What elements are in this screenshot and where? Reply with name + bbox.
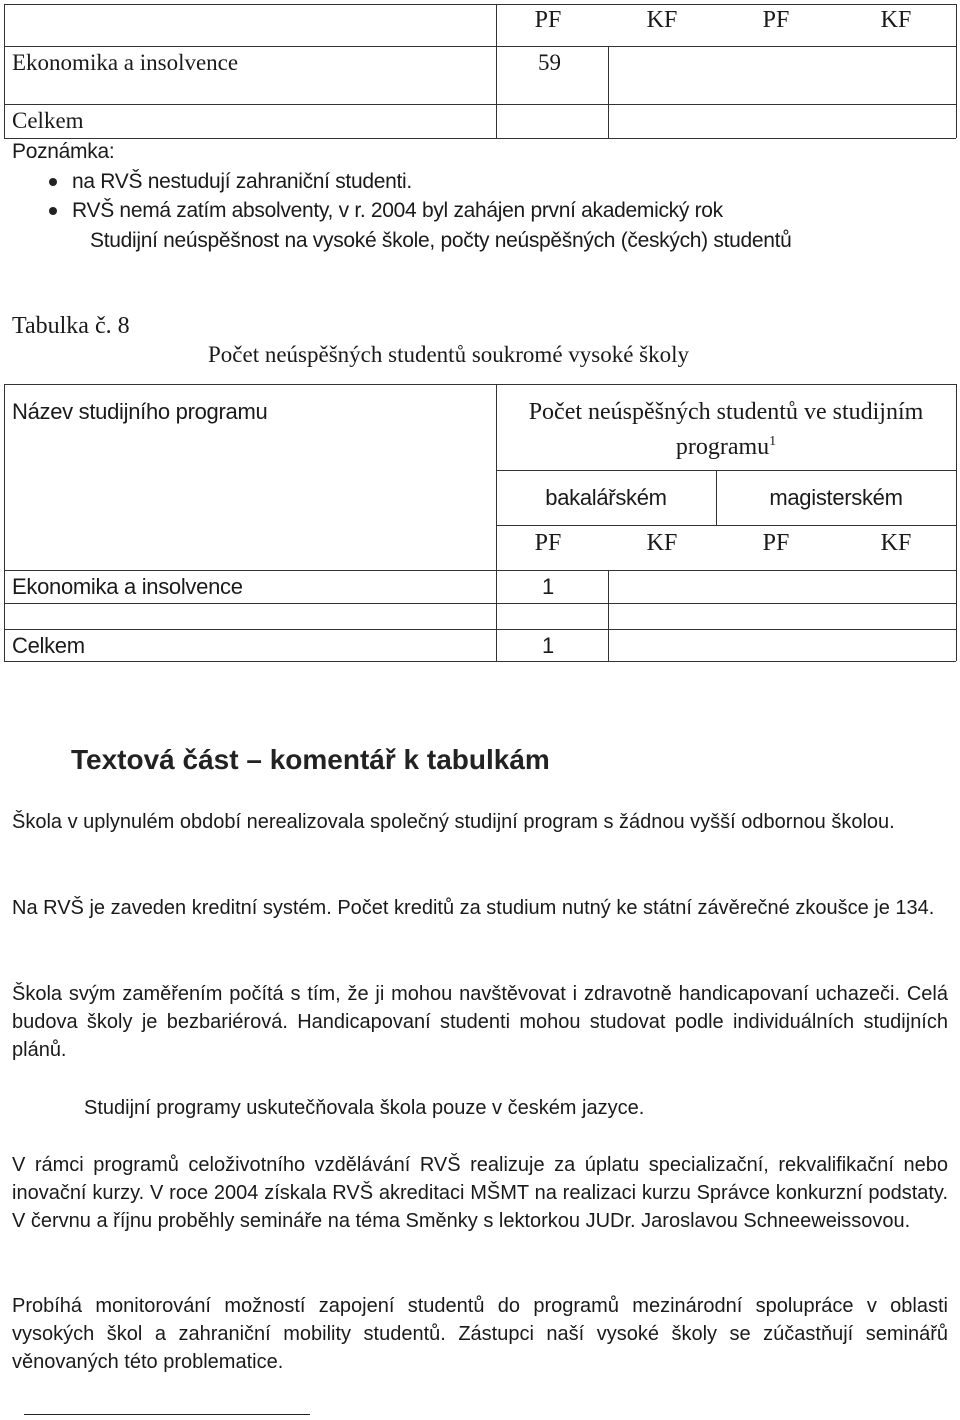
row-name: Ekonomika a insolvence	[12, 50, 239, 75]
table-border	[608, 570, 609, 661]
paragraph: Škola v uplynulém období nerealizovala společný studijní program s žádnou vyšší odbornou školou.	[12, 811, 895, 833]
section-heading: Textová část – komentář k tabulkám	[71, 744, 550, 775]
table-border	[4, 138, 956, 139]
col-header-pf: PF	[762, 530, 790, 556]
row-name: Ekonomika a insolvence	[12, 574, 243, 599]
group-header-text: programu	[675, 434, 770, 460]
table-border	[4, 4, 5, 138]
group-header-line2	[496, 428, 956, 461]
group-header: Počet neúspěšných studentů ve studijním	[528, 399, 924, 425]
footnote-separator	[24, 1414, 310, 1415]
table-border	[4, 104, 956, 105]
footnote-ref: 1	[769, 434, 777, 449]
row-value: 1	[542, 633, 554, 658]
table-border	[4, 661, 956, 662]
row-value: 1	[542, 574, 554, 599]
table-border	[4, 629, 956, 630]
row-name: Celkem	[12, 633, 85, 658]
col-header-pf: PF	[534, 7, 562, 33]
row-name: Celkem	[12, 108, 84, 133]
col-header-kf: KF	[646, 530, 678, 556]
col-header-kf: KF	[880, 530, 912, 556]
col-header-kf: KF	[880, 7, 912, 33]
table-title: Počet neúspěšných studentů soukromé vysoké školy	[208, 342, 690, 367]
bullet-icon	[49, 207, 57, 215]
row-value: 59	[538, 50, 561, 75]
table-border	[4, 46, 956, 47]
table-border	[4, 603, 956, 604]
note-subtitle: Studijní neúspěšnost na vysoké škole, počty neúspěšných (českých) studentů	[90, 229, 792, 252]
table-border	[4, 4, 956, 5]
table-border	[956, 4, 957, 138]
table-border	[4, 384, 956, 385]
col-header-pf: PF	[534, 530, 562, 556]
note-label: Poznámka:	[12, 140, 115, 163]
bullet-icon	[49, 178, 57, 186]
table-border	[496, 4, 497, 138]
table-label: Tabulka č. 8	[12, 313, 130, 339]
table-border	[496, 470, 956, 471]
note-item: RVŠ nemá zatím absolventy, v r. 2004 byl zahájen první akademický rok	[72, 199, 723, 222]
paragraph: Probíhá monitorování možností zapojení studentů do programů mezinárodní spolupráce v oblasti vysokých škol a zahraniční mobility studentů. Zástupci naší vysoké školy se zúčastňují seminářů věnovaných této problematice.	[12, 1295, 948, 1373]
paragraph: Škola svým zaměřením počítá s tím, že ji mohou navštěvovat i zdravotně handicapovaní uchazeči. Celá budova školy je bezbariérová. Handicapovaní studenti mohou studovat podle individuálních studijních plánů.	[12, 983, 948, 1061]
table-border	[956, 384, 957, 661]
paragraph: Studijní programy uskutečňovala škola pouze v českém jazyce.	[84, 1097, 645, 1119]
sub-header-bachelor: bakalářském	[545, 485, 667, 510]
table-border	[4, 384, 5, 661]
col-header-pf: PF	[762, 7, 790, 33]
paragraph: Na RVŠ je zaveden kreditní systém. Počet kreditů za studium nutný ke státní závěrečné zkoušce je 134.	[12, 897, 935, 919]
col-name-header: Název studijního programu	[12, 399, 268, 424]
sub-header-master: magisterském	[769, 485, 903, 510]
table-border	[496, 525, 956, 526]
table-border	[4, 570, 956, 571]
paragraph: V rámci programů celoživotního vzdělávání RVŠ realizuje za úplatu specializační, rekvalifikační nebo inovační kurzy. V roce 2004 získala RVŠ akreditaci MŠMT na realizaci kurzu Správce konkurzní podstaty. V červnu a říjnu proběhly semináře na téma Směnky s lektorkou JUDr. Jaroslavou Schneeweissovou.	[12, 1154, 948, 1232]
table-border	[608, 46, 609, 138]
note-item: na RVŠ nestudují zahraniční studenti.	[72, 170, 412, 193]
col-header-kf: KF	[646, 7, 678, 33]
